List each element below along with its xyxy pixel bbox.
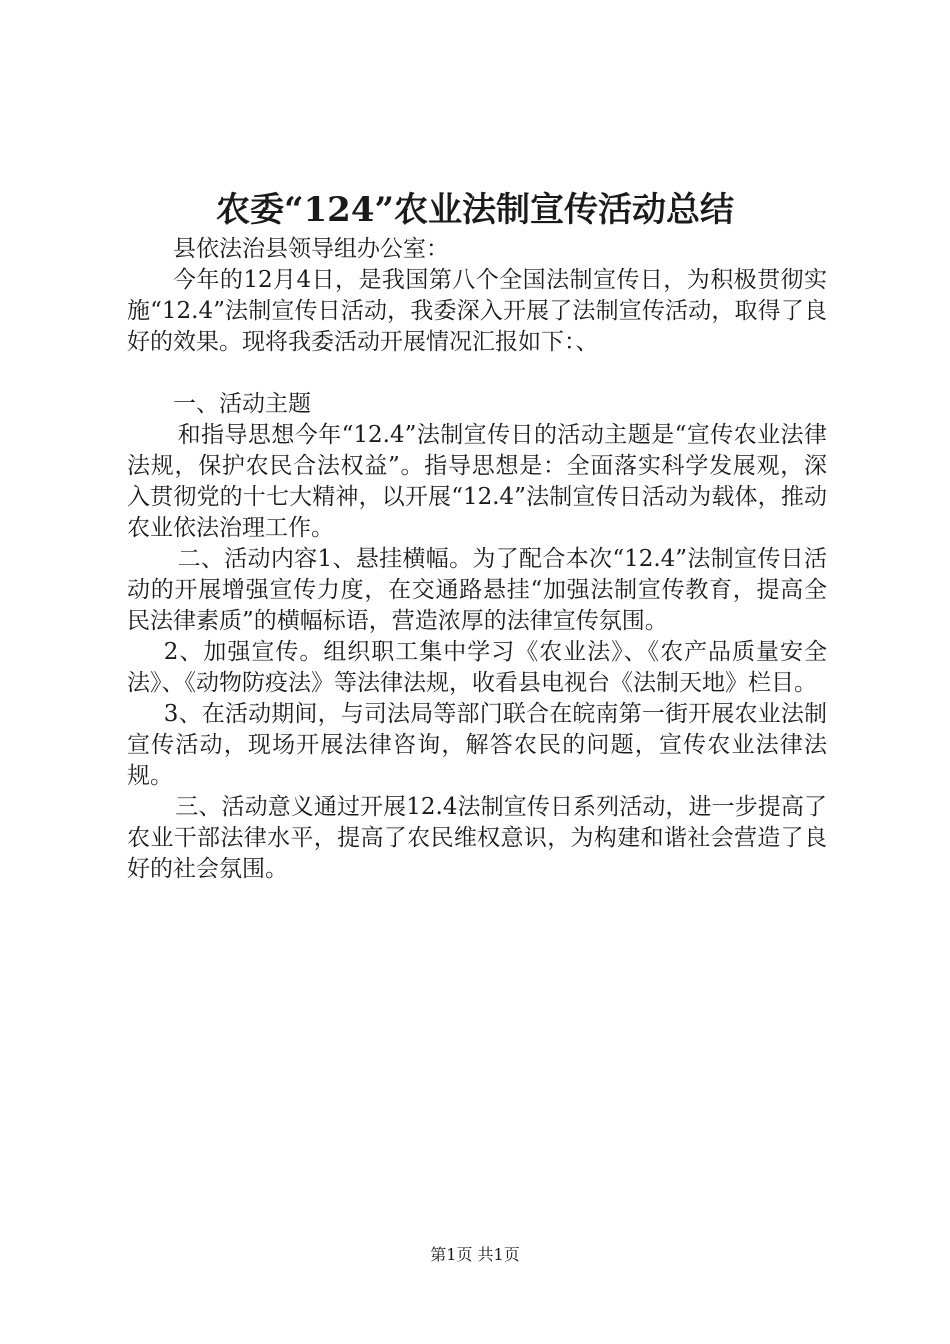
paragraph-publicity: 2、加强宣传。组织职工集中学习《农业法》、《农产品质量安全法》、《动物防疫法》等法律法规，收看县电视台《法制天地》栏目。	[127, 639, 827, 696]
paragraph-content: 二、活动内容1、悬挂横幅。为了配合本次“12.4”法制宣传日活动的开展增强宣传力度，在交通路悬挂“加强法制宣传教育，提高全民法律素质”的横幅标语，营造浓厚的法律宣传氛围。	[127, 546, 827, 634]
paragraph-significance: 三、活动意义通过开展12.4法制宣传日系列活动，进一步提高了农业干部法律水平，提高了农民维权意识，为构建和谐社会营造了良好的社会氛围。	[127, 794, 827, 882]
document-body	[127, 234, 827, 885]
paragraph-theme: 和指导思想今年“12.4”法制宣传日的活动主题是“宣传农业法律法规，保护农民合法权益”。指导思想是：全面落实科学发展观，深入贯彻党的十七大精神，以开展“12.4”法制宣传日活动为载体，推动农业依法治理工作。	[127, 422, 827, 541]
section-heading-theme: 一、活动主题	[173, 391, 311, 417]
paragraph-activity: 3、在活动期间，与司法局等部门联合在皖南第一街开展农业法制宣传活动，现场开展法律咨询，解答农民的问题，宣传农业法律法规。	[127, 701, 827, 789]
page-footer: 第1页 共1页	[430, 1245, 520, 1264]
addressee: 县依法治县领导组办公室：	[173, 236, 449, 262]
paragraph-intro: 今年的12月4日，是我国第八个全国法制宣传日，为积极贯彻实施“12.4”法制宣传日活动，我委深入开展了法制宣传活动，取得了良好的效果。现将我委活动开展情况汇报如下：、	[127, 267, 827, 355]
blank-line	[127, 358, 827, 389]
document-title: 农委“124”农业法制宣传活动总结	[215, 190, 735, 230]
